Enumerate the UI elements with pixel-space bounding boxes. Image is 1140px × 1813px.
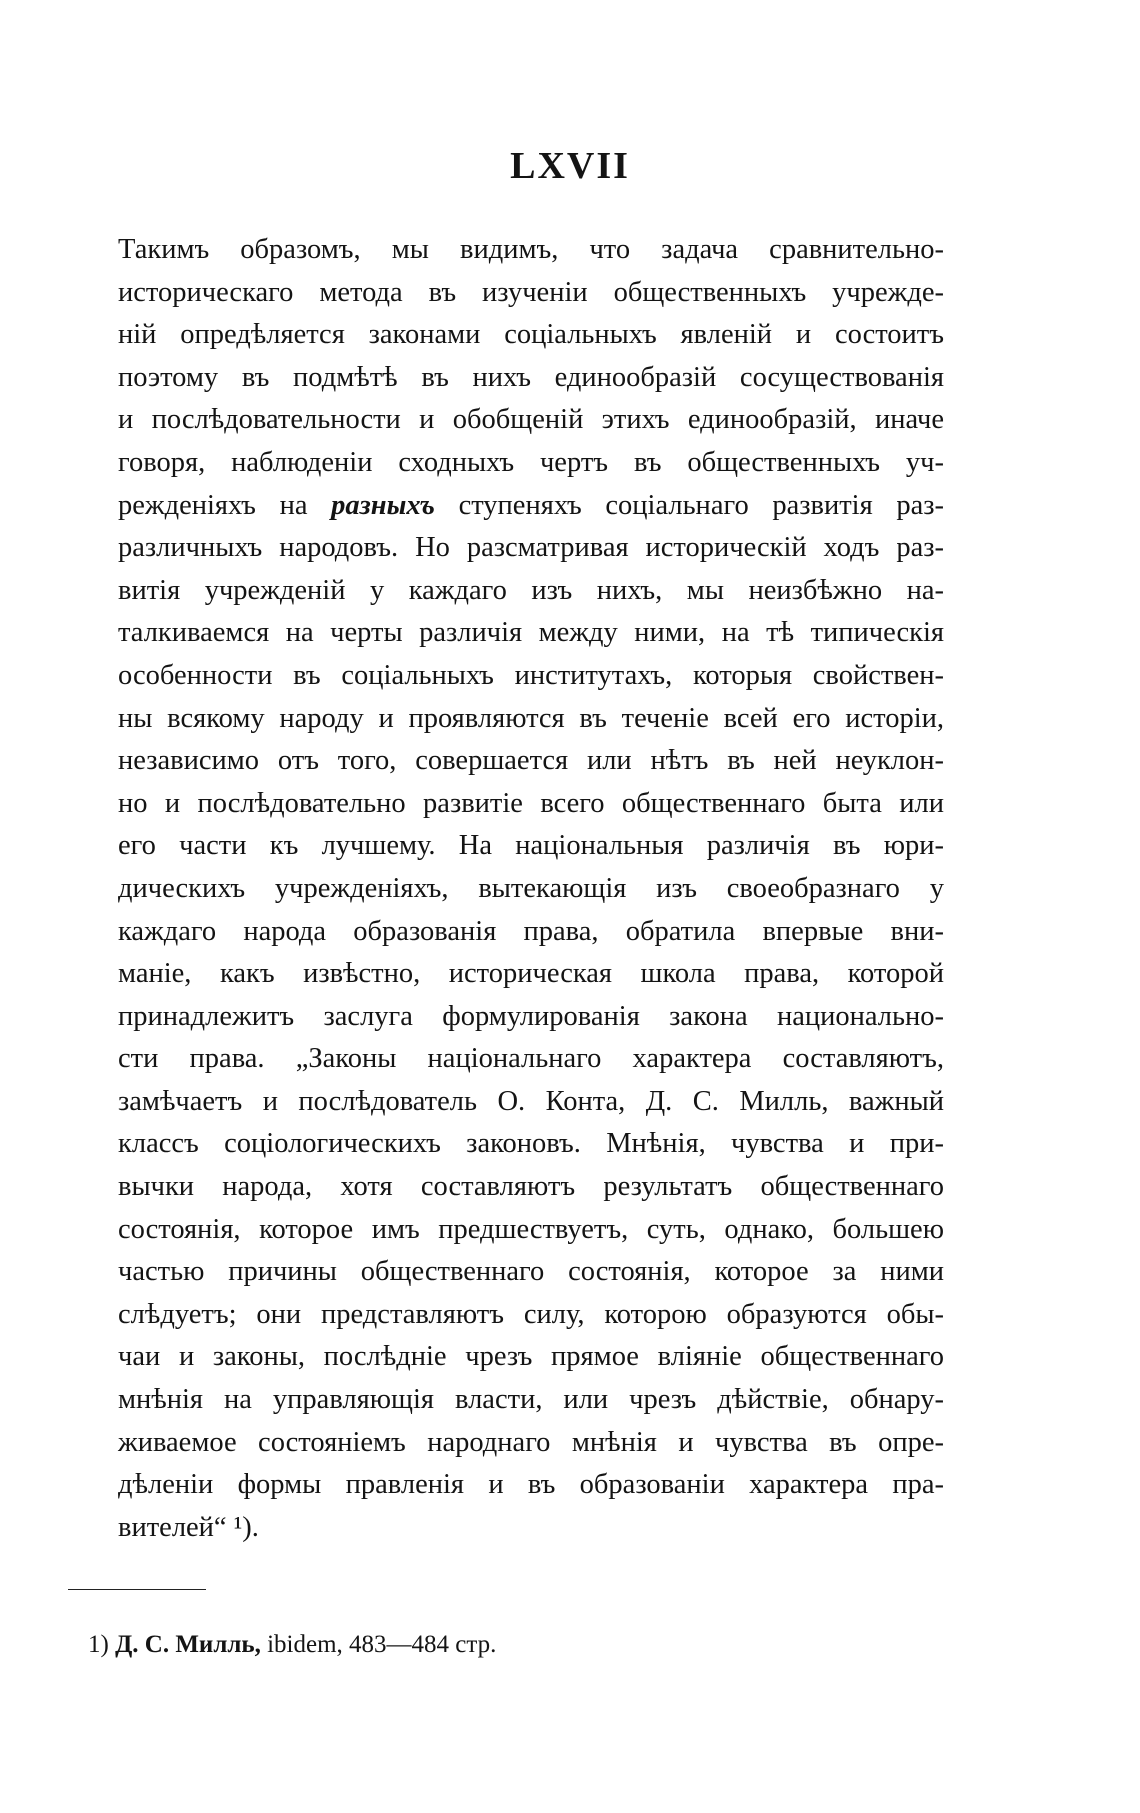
- text-line-26: слѣдуетъ; они представляютъ силу, которою образуются обы-: [118, 1298, 944, 1330]
- text-line-15: его части къ лучшему. На національныя различія въ юри-: [118, 830, 944, 862]
- text-line-31: вителей“ ¹).: [118, 1511, 259, 1543]
- text-line-21: замѣчаетъ и послѣдователь О. Конта, Д. С. Милль, важный: [118, 1085, 944, 1117]
- text-line-3: ній опредѣляется законами соціальныхъ явленій и состоитъ: [118, 319, 944, 351]
- body-paragraph: [118, 229, 944, 1549]
- footnote-source: ibidem,: [267, 1631, 343, 1658]
- italic-emphasis: разныхъ: [331, 489, 435, 521]
- text-line-22: классъ соціологическихъ законовъ. Мнѣнія, чувства и при-: [118, 1128, 944, 1160]
- text-line-7: [118, 485, 944, 528]
- text-line-20: сти права. „Законы національнаго характера составляютъ,: [118, 1043, 944, 1075]
- text-line-18: маніе, какъ извѣстно, историческая школа права, которой: [118, 958, 944, 990]
- text-line-9: витія учрежденій у каждаго изъ нихъ, мы неизбѣжно на-: [118, 574, 944, 606]
- text-line-5: и послѣдовательности и обобщеній этихъ единообразій, иначе: [118, 404, 944, 436]
- text-line-29: живаемое состояніемъ народнаго мнѣнія и чувства въ опре-: [118, 1426, 944, 1458]
- text-line-27: чаи и законы, послѣдніе чрезъ прямое вліяніе общественнаго: [118, 1341, 944, 1373]
- text-line-7-head: реждeніяхъ на: [118, 489, 332, 521]
- footnote-divider: [68, 1589, 206, 1590]
- text-line-11: особенности въ соціальныхъ институтахъ, которыя свойствен-: [118, 659, 944, 691]
- text-line-1: Такимъ образомъ, мы видимъ, что задача сравнительно-: [118, 234, 944, 265]
- text-line-16: дическихъ учрежденіяхъ, вытекающія изъ своеобразнаго у: [118, 872, 944, 904]
- footnote: [88, 1628, 496, 1662]
- text-line-10: талкиваемся на черты различія между ними, на тѣ типическія: [118, 617, 944, 649]
- footnote-pages: 483—484 стр.: [349, 1631, 497, 1658]
- text-line-30: дѣленіи формы правленія и въ образованіи характера пра-: [118, 1469, 944, 1501]
- text-line-23: вычки народа, хотя составляютъ результатъ общественнаго: [118, 1171, 944, 1203]
- text-line-14: но и послѣдовательно развитіе всего общественнаго быта или: [118, 787, 944, 819]
- text-line-19: принадлежитъ заслуга формулированія закона национально-: [118, 1000, 944, 1032]
- text-line-12: ны всякому народу и проявляются въ теченіе всей его исторіи,: [118, 702, 944, 734]
- page-number: LXVII: [510, 145, 630, 187]
- text-line-17: каждаго народа образованія права, обратила впервые вни-: [118, 915, 944, 947]
- text-line-28: мнѣнія на управляющія власти, или чрезъ дѣйствіе, обнару-: [118, 1384, 944, 1416]
- footnote-marker: 1): [88, 1631, 109, 1658]
- text-line-25: частью причины общественнаго состоянія, которое за ними: [118, 1256, 944, 1288]
- text-line-24: состоянія, которое имъ предшествуетъ, суть, однако, большею: [118, 1213, 944, 1245]
- footnote-author: Д. С. Милль,: [115, 1631, 261, 1658]
- text-line-6: говоря, наблюденіи сходныхъ чертъ въ общественныхъ уч-: [118, 446, 944, 478]
- text-line-8: различныхъ народовъ. Но разсматривая историческій ходъ раз-: [118, 532, 944, 564]
- text-line-13: независимо отъ того, совершается или нѣтъ въ ней неуклон-: [118, 745, 944, 777]
- text-line-2: историческаго метода въ изученіи общественныхъ учрежде-: [118, 276, 944, 308]
- text-line-4: поэтому въ подмѣтѣ въ нихъ единообразій сосуществованія: [118, 361, 944, 393]
- text-line-7-tail: ступеняхъ соціальнаго развитія раз-: [434, 489, 944, 521]
